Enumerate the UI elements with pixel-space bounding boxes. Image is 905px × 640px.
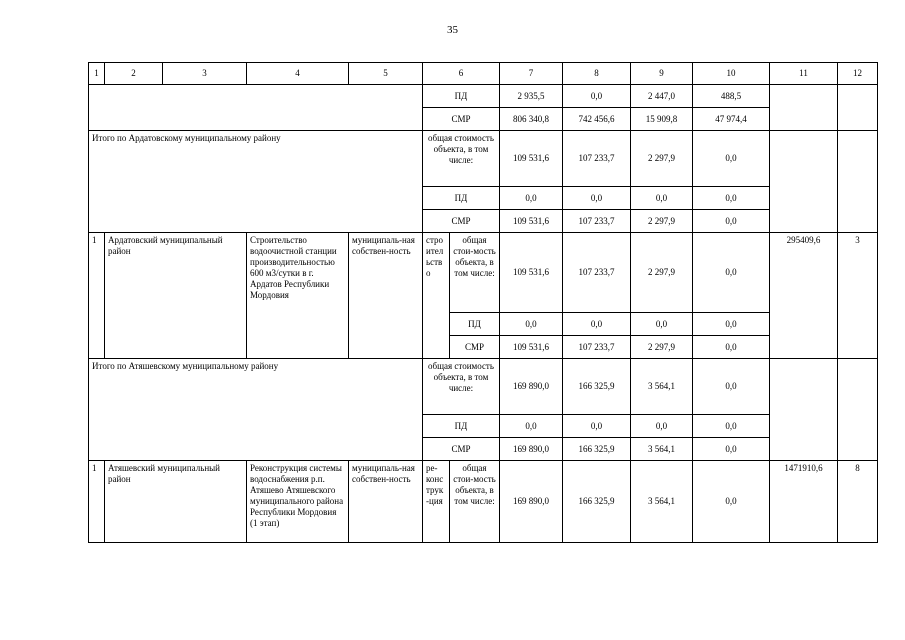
ownership: муниципаль-ная собствен-ность [349,233,423,359]
value-cell: 0,0 [500,415,563,438]
row-label: СМР [423,438,500,461]
value-cell: 0,0 [631,313,693,336]
work-type: ре-конс трук -ция [423,461,450,543]
value-cell: 0,0 [563,85,631,108]
item-number: 1 [89,233,105,359]
empty-cell [770,131,838,233]
value-cell: 0,0 [563,313,631,336]
col12-value: 8 [838,461,878,543]
row-label: СМР [450,336,500,359]
header-cell: 9 [631,63,693,85]
row-label: СМР [423,210,500,233]
col11-value: 295409,6 [770,233,838,359]
value-cell: 0,0 [693,313,770,336]
empty-cell [838,85,878,131]
value-cell: 0,0 [693,131,770,187]
value-cell: 166 325,9 [563,438,631,461]
value-cell: 3 564,1 [631,359,693,415]
page-number: 35 [447,24,458,36]
header-cell: 4 [247,63,349,85]
header-cell: 5 [349,63,423,85]
district-total-label: Итого по Ардатовскому муниципальному району [89,131,423,233]
header-cell: 12 [838,63,878,85]
value-cell: 166 325,9 [563,359,631,415]
row-label: СМР [423,108,500,131]
value-cell: 107 233,7 [563,210,631,233]
row-label: ПД [423,85,500,108]
empty-cell [838,359,878,461]
header-cell: 1 [89,63,105,85]
value-cell: 15 909,8 [631,108,693,131]
row-label: общая стоимость объекта, в том числе: [423,359,500,415]
row-label: общая стои-мость объекта, в том числе: [450,461,500,543]
value-cell: 0,0 [693,359,770,415]
value-cell: 0,0 [631,415,693,438]
value-cell: 0,0 [693,210,770,233]
header-cell: 2 [105,63,163,85]
row-label: общая стои-мость объекта, в том числе: [450,233,500,313]
value-cell: 0,0 [693,336,770,359]
row-label: ПД [423,187,500,210]
value-cell: 169 890,0 [500,438,563,461]
ownership: муниципаль-ная собствен-ность [349,461,423,543]
value-cell: 2 935,5 [500,85,563,108]
object-name: Реконструкция системы водоснабжения р.п. Атяшево Атяшевского муниципального района Республики Мордовия (1 этап) [247,461,349,543]
value-cell: 0,0 [563,187,631,210]
value-cell: 0,0 [693,187,770,210]
header-cell: 6 [423,63,500,85]
work-type: стро ител ьств о [423,233,450,359]
table-row [89,359,878,415]
district-name: Атяшевский муниципальный район [105,461,247,543]
table-row [89,461,878,543]
header-cell: 11 [770,63,838,85]
header-cell: 7 [500,63,563,85]
value-cell: 2 447,0 [631,85,693,108]
value-cell: 0,0 [500,313,563,336]
item-number: 1 [89,461,105,543]
header-row [89,63,878,85]
investment-table [88,62,878,543]
value-cell: 107 233,7 [563,336,631,359]
row-label: общая стоимость объекта, в том числе: [423,131,500,187]
value-cell: 166 325,9 [563,461,631,543]
empty-cell [838,131,878,233]
value-cell: 169 890,0 [500,461,563,543]
row-label: ПД [423,415,500,438]
row-label: ПД [450,313,500,336]
district-name: Ардатовский муниципальный район [105,233,247,359]
value-cell: 742 456,6 [563,108,631,131]
header-cell: 10 [693,63,770,85]
empty-cell [89,85,423,131]
col11-value: 1471910,6 [770,461,838,543]
table-row [89,85,878,108]
value-cell: 3 564,1 [631,461,693,543]
value-cell: 169 890,0 [500,359,563,415]
value-cell: 109 531,6 [500,336,563,359]
empty-cell [770,85,838,131]
value-cell: 0,0 [693,415,770,438]
value-cell: 488,5 [693,85,770,108]
value-cell: 0,0 [693,461,770,543]
value-cell: 109 531,6 [500,131,563,187]
value-cell: 0,0 [693,438,770,461]
value-cell: 109 531,6 [500,233,563,313]
value-cell: 2 297,9 [631,233,693,313]
value-cell: 0,0 [563,415,631,438]
value-cell: 806 340,8 [500,108,563,131]
table-row [89,131,878,187]
value-cell: 2 297,9 [631,210,693,233]
value-cell: 107 233,7 [563,233,631,313]
value-cell: 0,0 [500,187,563,210]
table-row [89,233,878,313]
value-cell: 109 531,6 [500,210,563,233]
value-cell: 47 974,4 [693,108,770,131]
empty-cell [770,359,838,461]
value-cell: 2 297,9 [631,336,693,359]
value-cell: 3 564,1 [631,438,693,461]
value-cell: 0,0 [693,233,770,313]
district-total-label: Итого по Атяшевскому муниципальному району [89,359,423,461]
object-name: Строительство водоочистной станции производительностью 600 м3/сутки в г. Ардатов Республики Мордовия [247,233,349,359]
value-cell: 2 297,9 [631,131,693,187]
value-cell: 107 233,7 [563,131,631,187]
col12-value: 3 [838,233,878,359]
header-cell: 8 [563,63,631,85]
header-cell: 3 [163,63,247,85]
value-cell: 0,0 [631,187,693,210]
